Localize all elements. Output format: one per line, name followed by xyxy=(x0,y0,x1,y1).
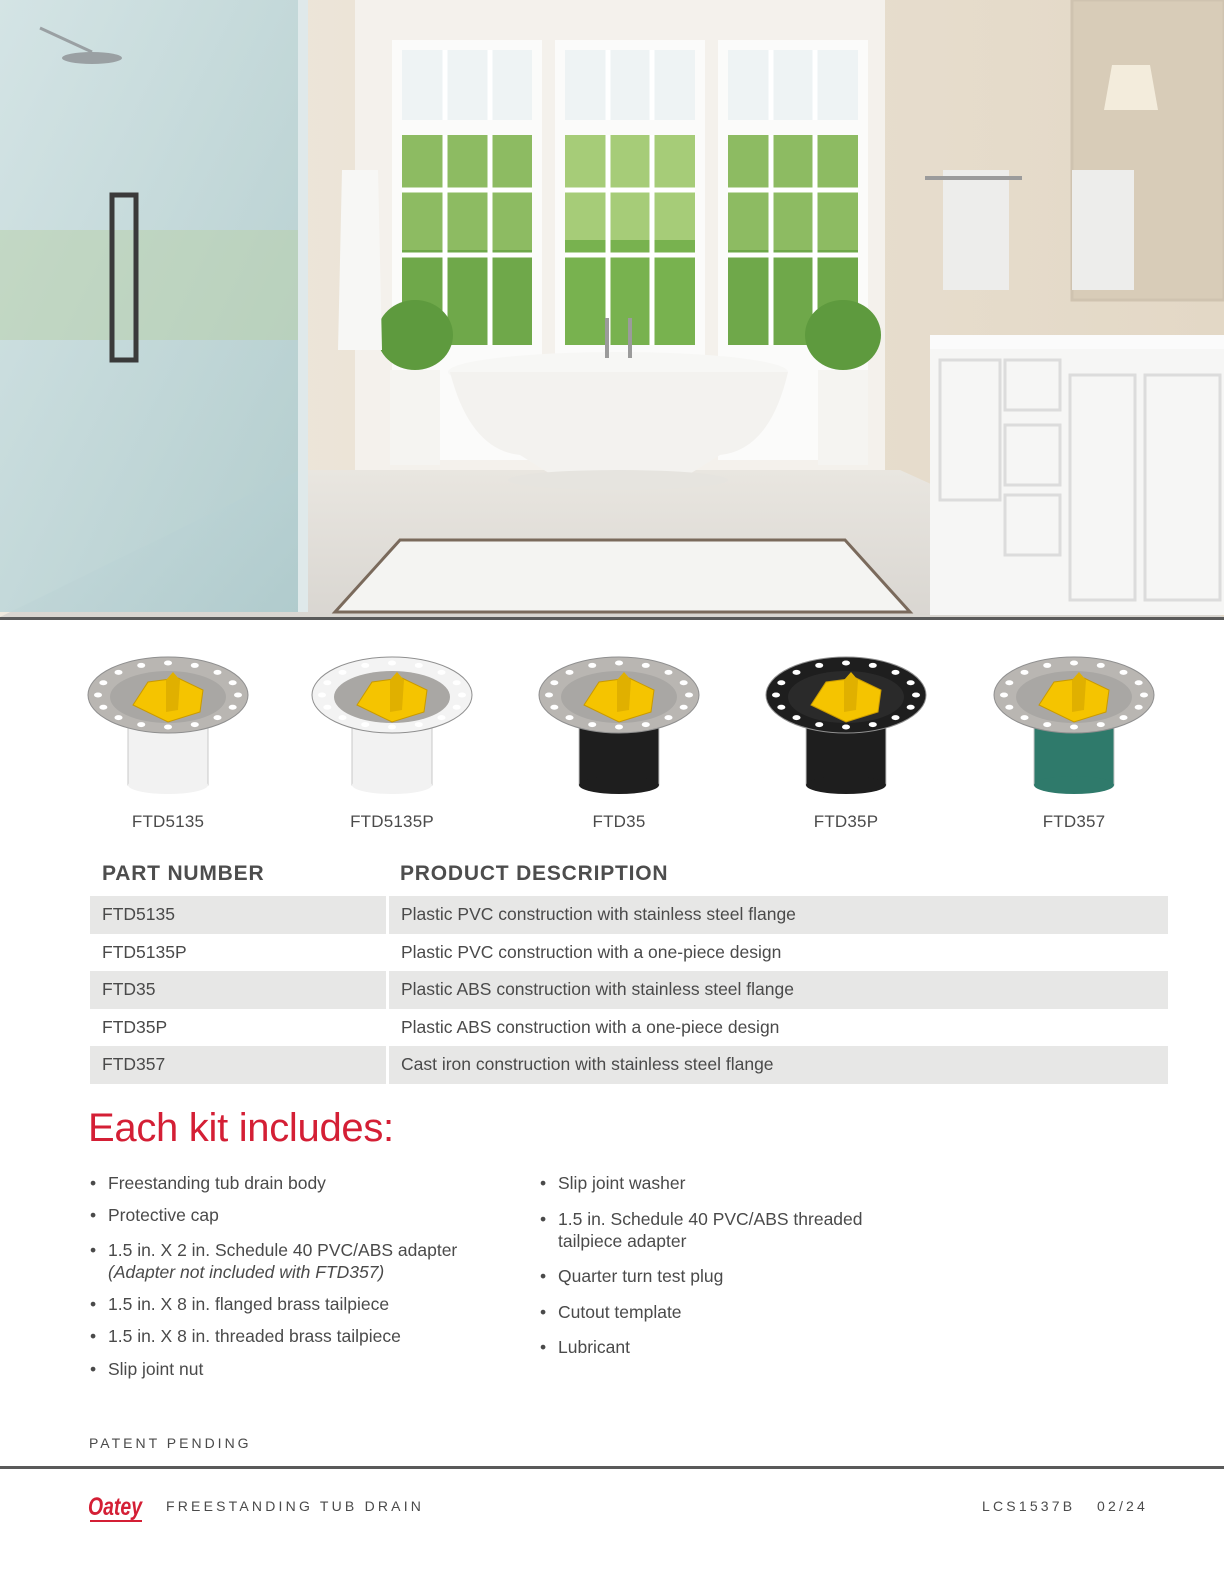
flange-hole xyxy=(415,663,423,668)
product-image xyxy=(78,650,258,800)
drain-body-base xyxy=(806,776,886,794)
flange-hole xyxy=(891,715,899,720)
drain-body-base xyxy=(579,776,659,794)
flange-hole xyxy=(777,705,785,710)
flange-hole xyxy=(664,670,672,675)
flange-hole xyxy=(907,705,915,710)
part-number-cell: FTD357 xyxy=(90,1046,386,1084)
flange-hole xyxy=(891,670,899,675)
flange-hole xyxy=(615,725,623,730)
flange-hole xyxy=(793,670,801,675)
vanity-cabinet xyxy=(930,335,1224,615)
item-text: Slip joint washer xyxy=(558,1173,686,1193)
flange-hole xyxy=(415,722,423,727)
flange-hole xyxy=(685,693,693,698)
flange-hole xyxy=(680,680,688,685)
flange-hole xyxy=(869,663,877,668)
hero-photo xyxy=(0,0,1224,617)
product-image xyxy=(529,650,709,800)
test-cap-handle xyxy=(166,672,180,712)
flange-hole xyxy=(777,680,785,685)
description-cell: Plastic PVC construction with a one-piece design xyxy=(401,941,782,962)
list-item: • Protective cap xyxy=(90,1205,219,1225)
list-item: • Cutout template xyxy=(540,1302,682,1322)
test-cap-handle xyxy=(1072,672,1086,712)
list-item: • Slip joint washer xyxy=(540,1173,686,1193)
product-ftd5135p xyxy=(292,650,492,840)
test-cap-handle xyxy=(617,672,631,712)
flange-hole xyxy=(318,693,326,698)
flange-hole xyxy=(137,722,145,727)
flange-hole xyxy=(361,663,369,668)
flange-hole xyxy=(323,680,331,685)
flange-hole xyxy=(191,722,199,727)
flange-hole xyxy=(115,715,123,720)
flange-hole xyxy=(458,693,466,698)
drain-body-base xyxy=(1034,776,1114,794)
flange-hole xyxy=(229,705,237,710)
flange-hole xyxy=(588,722,596,727)
flange-hole xyxy=(453,705,461,710)
flange-hole xyxy=(1000,693,1008,698)
flange-hole xyxy=(191,663,199,668)
product-ftd357 xyxy=(974,650,1174,840)
header-part-number: PART NUMBER xyxy=(102,862,265,885)
table-row xyxy=(90,1046,1168,1084)
product-name: FTD35P xyxy=(813,812,879,831)
flange-hole xyxy=(842,661,850,666)
footer-product-label: FREESTANDING TUB DRAIN xyxy=(166,1498,425,1514)
item-text: Protective cap xyxy=(108,1205,219,1225)
list-item: • 1.5 in. X 8 in. threaded brass tailpiece xyxy=(90,1326,401,1346)
footer-divider xyxy=(0,1466,1224,1469)
flange-hole xyxy=(1070,661,1078,666)
flange-hole xyxy=(323,705,331,710)
flange-hole xyxy=(566,715,574,720)
flange-hole xyxy=(1135,680,1143,685)
product-name: FTD357 xyxy=(1042,812,1106,831)
item-text: 1.5 in. Schedule 40 PVC/ABS threaded xyxy=(558,1209,863,1229)
footer-document-code: LCS1537B xyxy=(982,1498,1076,1514)
flange-hole xyxy=(1119,670,1127,675)
description-cell: Plastic ABS construction with stainless steel flange xyxy=(389,971,1168,1009)
flange-hole xyxy=(137,663,145,668)
flange-hole xyxy=(545,693,553,698)
table-row xyxy=(90,1009,1168,1047)
flange-hole xyxy=(772,693,780,698)
product-ftd35p xyxy=(746,650,946,840)
flange-hole xyxy=(1119,715,1127,720)
flange-hole xyxy=(642,722,650,727)
flange-hole xyxy=(437,715,445,720)
product-image xyxy=(984,650,1164,800)
kit-title: Each kit includes: xyxy=(88,1106,394,1150)
product-name: FTD5135 xyxy=(131,812,205,831)
svg-text:Oatey: Oatey xyxy=(88,1493,143,1521)
flange-hole xyxy=(588,663,596,668)
product-table xyxy=(90,858,1168,1084)
flange-hole xyxy=(1135,705,1143,710)
product-ftd5135 xyxy=(68,650,268,840)
flange-hole xyxy=(388,661,396,666)
item-text: Quarter turn test plug xyxy=(558,1266,724,1286)
product-gallery xyxy=(0,650,1224,840)
flange-hole xyxy=(229,680,237,685)
flange-hole xyxy=(437,670,445,675)
part-number-cell: FTD35P xyxy=(102,1016,168,1037)
flange-hole xyxy=(1043,722,1051,727)
flange-hole xyxy=(1097,722,1105,727)
list-item: • Freestanding tub drain body xyxy=(90,1173,326,1193)
header-product-description: PRODUCT DESCRIPTION xyxy=(400,862,669,885)
list-item: • Slip joint nut xyxy=(90,1359,204,1379)
flange-hole xyxy=(1097,663,1105,668)
item-text: 1.5 in. X 8 in. flanged brass tailpiece xyxy=(108,1294,390,1314)
flange-hole xyxy=(642,663,650,668)
table-row xyxy=(90,971,1168,1009)
flange-hole xyxy=(1070,725,1078,730)
drain-body-base xyxy=(352,776,432,794)
item-note: (Adapter not included with FTD357) xyxy=(108,1262,385,1282)
part-number-cell: FTD35 xyxy=(90,971,386,1009)
table-row xyxy=(90,896,1168,934)
product-ftd35 xyxy=(519,650,719,840)
flange-hole xyxy=(1140,693,1148,698)
drain-body-base xyxy=(128,776,208,794)
hero-divider xyxy=(0,617,1224,620)
description-cell: Plastic PVC construction with stainless steel flange xyxy=(389,896,1168,934)
flange-hole xyxy=(550,705,558,710)
flange-hole xyxy=(115,670,123,675)
flange-hole xyxy=(1005,680,1013,685)
flange-hole xyxy=(1021,715,1029,720)
flange-hole xyxy=(1005,705,1013,710)
flange-hole xyxy=(213,715,221,720)
flange-hole xyxy=(213,670,221,675)
flange-hole xyxy=(453,680,461,685)
item-note: tailpiece adapter xyxy=(558,1231,687,1251)
description-cell: Plastic ABS construction with a one-piece design xyxy=(401,1016,780,1037)
item-text: 1.5 in. X 8 in. threaded brass tailpiece xyxy=(108,1326,401,1346)
list-item: • 1.5 in. X 8 in. flanged brass tailpiece xyxy=(90,1294,390,1314)
test-cap-handle xyxy=(844,672,858,712)
flange-hole xyxy=(99,705,107,710)
patent-pending: PATENT PENDING xyxy=(89,1435,252,1451)
flange-hole xyxy=(234,693,242,698)
table-row xyxy=(90,934,1168,972)
flange-hole xyxy=(164,725,172,730)
footer-date: 02/24 xyxy=(1097,1498,1149,1514)
flange-hole xyxy=(388,725,396,730)
list-item: • 1.5 in. Schedule 40 PVC/ABS threaded tailpiece adapter xyxy=(540,1209,863,1251)
flange-hole xyxy=(99,680,107,685)
flange-hole xyxy=(1021,670,1029,675)
item-text: Cutout template xyxy=(558,1302,682,1322)
flange-hole xyxy=(566,670,574,675)
flange-hole xyxy=(664,715,672,720)
flange-hole xyxy=(1043,663,1051,668)
flange-hole xyxy=(94,693,102,698)
flange-hole xyxy=(869,722,877,727)
product-name: FTD35 xyxy=(592,812,646,831)
flange-hole xyxy=(361,722,369,727)
list-item: • 1.5 in. X 2 in. Schedule 40 PVC/ABS adapter (Adapter not included with FTD357) xyxy=(90,1240,458,1282)
item-text: Lubricant xyxy=(558,1337,630,1357)
flange-hole xyxy=(615,661,623,666)
oatey-logo-mark xyxy=(88,1490,148,1524)
flange-hole xyxy=(164,661,172,666)
flange-hole xyxy=(907,680,915,685)
product-image xyxy=(302,650,482,800)
oatey-logo xyxy=(88,1490,148,1529)
part-number-cell: FTD5135 xyxy=(90,896,386,934)
table-header xyxy=(90,858,1168,896)
description-cell: Cast iron construction with stainless steel flange xyxy=(389,1046,1168,1084)
list-item: • Quarter turn test plug xyxy=(540,1266,724,1286)
item-text: Freestanding tub drain body xyxy=(108,1173,326,1193)
product-image xyxy=(756,650,936,800)
flange-hole xyxy=(912,693,920,698)
flange-hole xyxy=(339,670,347,675)
flange-hole xyxy=(815,663,823,668)
test-cap-handle xyxy=(390,672,404,712)
flange-hole xyxy=(793,715,801,720)
list-item: • Lubricant xyxy=(540,1337,630,1357)
part-number-cell: FTD5135P xyxy=(102,941,187,962)
flange-hole xyxy=(815,722,823,727)
flange-hole xyxy=(842,725,850,730)
flange-hole xyxy=(550,680,558,685)
product-name: FTD5135P xyxy=(350,812,434,831)
bathroom-illustration xyxy=(0,0,1224,617)
item-text: Slip joint nut xyxy=(108,1359,204,1379)
item-text: 1.5 in. X 2 in. Schedule 40 PVC/ABS adapter xyxy=(108,1240,458,1260)
flange-hole xyxy=(680,705,688,710)
flange-hole xyxy=(339,715,347,720)
